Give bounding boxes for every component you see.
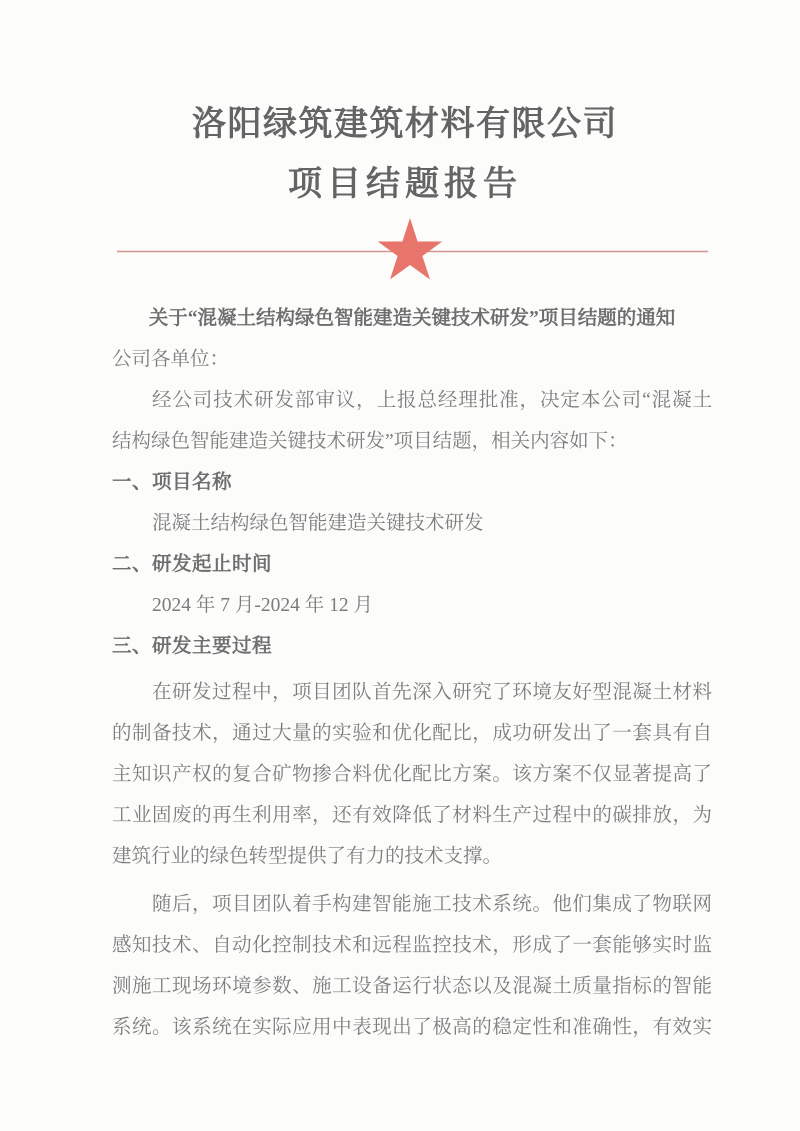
paragraph-line: 主知识产权的复合矿物掺合料优化配比方案。该方案不仅显著提高了 xyxy=(112,764,712,785)
paragraph-line: 感知技术、自动化控制技术和远程监控技术，形成了一套能够实时监 xyxy=(112,935,712,956)
paragraph-line: 工业固废的再生利用率，还有效降低了材料生产过程中的碳排放，为 xyxy=(112,805,712,826)
salutation: 公司各单位： xyxy=(112,349,230,370)
notice-title: 关于“混凝土结构绿色智能建造关键技术研发”项目结题的通知 xyxy=(148,308,676,329)
paragraph-line: 建筑行业的绿色转型提供了有力的技术支撑。 xyxy=(112,846,503,867)
section-1-heading: 一、项目名称 xyxy=(112,472,233,493)
section-2-content: 2024 年 7 月-2024 年 12 月 xyxy=(151,595,373,616)
section-1-content: 混凝土结构绿色智能建造关键技术研发 xyxy=(151,513,484,534)
paragraph-line: 系统。该系统在实际应用中表现出了极高的稳定性和准确性，有效实 xyxy=(112,1017,712,1038)
star-divider xyxy=(110,216,710,286)
company-title: 洛阳绿筑建筑材料有限公司 xyxy=(192,106,618,143)
process-paragraph-2 xyxy=(112,884,712,1048)
section-3-heading: 三、研发主要过程 xyxy=(112,636,273,657)
intro-line: 经公司技术研发部审议，上报总经理批准，决定本公司“混凝土 xyxy=(151,390,712,411)
paragraph-line: 的制备技术，通过大量的实验和优化配比，成功研发出了一套具有自 xyxy=(112,723,712,744)
process-paragraph-1 xyxy=(112,672,712,877)
report-title: 项目结题报告 xyxy=(288,166,522,203)
star-icon xyxy=(378,218,443,280)
paragraph-line: 在研发过程中，项目团队首先深入研究了环境友好型混凝土材料 xyxy=(151,682,712,703)
intro-line: 结构绿色智能建造关键技术研发”项目结题，相关内容如下： xyxy=(112,431,628,452)
divider-graphic xyxy=(110,216,710,286)
section-2-heading: 二、研发起止时间 xyxy=(112,554,273,575)
paragraph-line: 测施工现场环境参数、施工设备运行状态以及混凝土质量指标的智能 xyxy=(112,976,712,997)
document-body xyxy=(112,298,712,1048)
paragraph-line: 随后，项目团队着手构建智能施工技术系统。他们集成了物联网 xyxy=(151,894,712,915)
